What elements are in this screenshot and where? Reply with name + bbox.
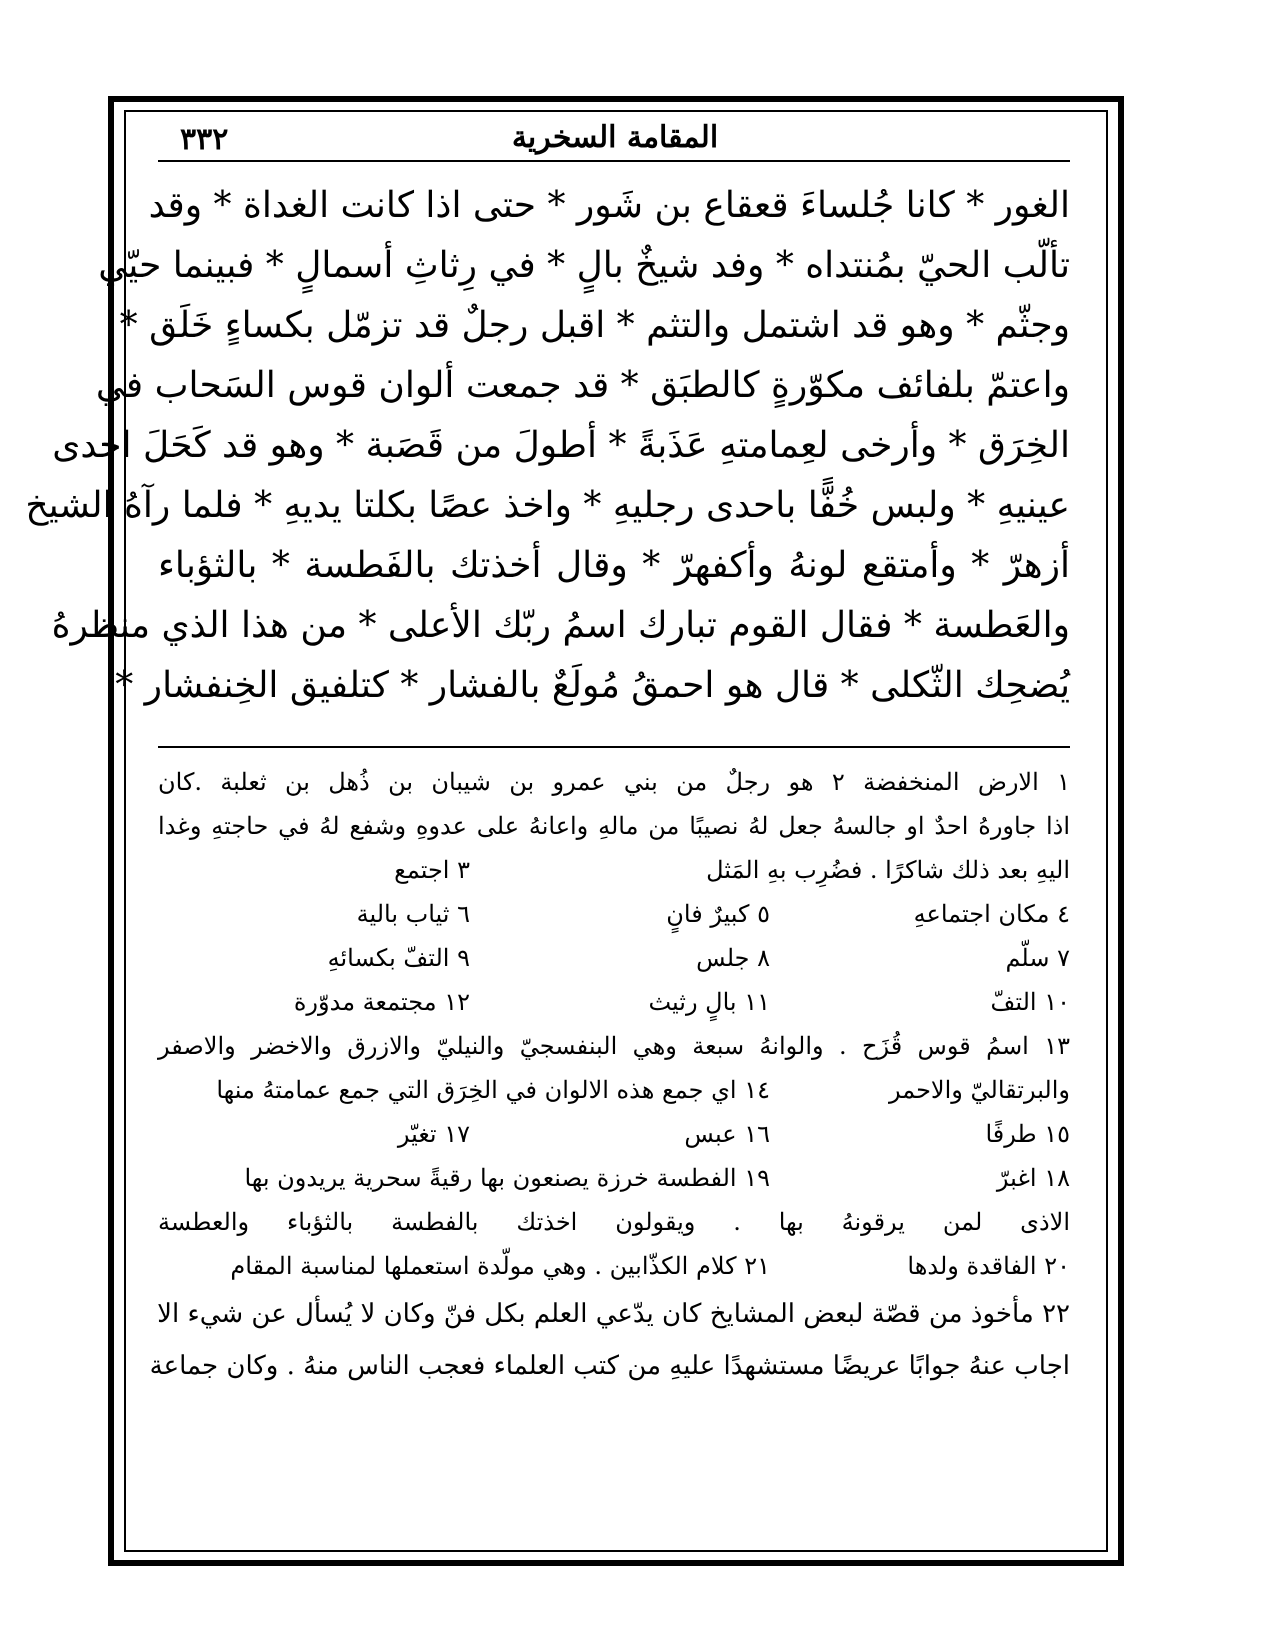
footnote-cell: ٩ التفّ بكسائهِ	[327, 944, 470, 972]
footnote-cell: ١٠ التفّ	[990, 988, 1070, 1016]
footnote-row	[158, 1156, 1070, 1200]
footnotes-block	[149, 760, 1070, 1392]
main-text-line: الخِرَق * وأرخى لعِمامتهِ عَذَبةً * أطولَ من قَصَبة * وهو قد كَحَلَ احدى	[52, 425, 1070, 466]
footnote-cell: ١٧ تغيّر	[397, 1120, 470, 1148]
main-text-line: وجثّم * وهو قد اشتمل والتثم * اقبل رجلٌ قد تزمّل بكساءٍ خَلَق *	[119, 305, 1070, 346]
footnote-cell: ٧ سلّم	[1005, 944, 1070, 972]
footnote-separator	[158, 746, 1070, 748]
footnote-row	[158, 1112, 1070, 1156]
footnote-cell: ٥ كبيرٌ فانٍ	[666, 900, 770, 928]
footnote-cell: ١٦ عبس	[684, 1120, 770, 1148]
header-rule	[158, 160, 1070, 162]
footnote-row	[158, 848, 1070, 892]
main-text-line: والعَطسة * فقال القوم تبارك اسمُ ربّك الأعلى * من هذا الذي منظرهُ	[51, 605, 1070, 646]
footnote-row: اجاب عنهُ جوابًا عريضًا مستشهدًا عليهِ من كتب العلماء فعجب الناس منهُ . وكان جماعة	[149, 1351, 1070, 1381]
footnote-cell: ١٤ اي جمع هذه الالوان في الخِرَق التي جمع عمامتهُ منها	[216, 1076, 770, 1104]
main-text-line: تألّب الحيّ بمُنتداه * وفد شيخٌ بالٍ * في رِثاثِ أسمالٍ * فبينما حيّي	[98, 245, 1070, 286]
footnote-line: الاذى لمن يرقونهُ بها . ويقولون اخذتك بالفطسة بالثؤباء والعطسة	[158, 1208, 1070, 1236]
footnote-line: ١ الارض المنخفضة ٢ هو رجلٌ من بني عمرو بن شيبان بن ذُهل بن ثعلبة .كان	[158, 768, 1070, 796]
footnote-row	[158, 1068, 1070, 1112]
footnote-cell: ٢١ كلام الكذّابين . وهي مولّدة استعملها لمناسبة المقام	[230, 1252, 770, 1280]
footnote-row	[158, 1244, 1070, 1288]
footnote-cell: ٣ اجتمع	[394, 856, 470, 884]
footnote-line: ١٣ اسمُ قوس قُزَح . والوانهُ سبعة وهي البنفسجيّ والنيليّ والازرق والاخضر والاصفر	[158, 1032, 1070, 1060]
footnote-cell: اليهِ بعد ذلك شاكرًا . فضُرِب بهِ المَثل	[706, 856, 1070, 884]
main-text-line: يُضحِك الثّكلى * قال هو احمقُ مُولَعٌ بالفشار * كتلفيق الخِنفشار *	[115, 665, 1070, 706]
page-number: ٣٣٢	[180, 122, 229, 157]
footnote-row	[158, 980, 1070, 1024]
footnote-cell: ١٩ الفطسة خرزة يصنعون بها رقيةً سحرية يريدون بها	[244, 1164, 770, 1192]
footnote-cell: ١٥ طرفًا	[985, 1120, 1070, 1148]
main-text-line: عينيهِ * ولبس خُفًّا باحدى رجليهِ * واخذ عصًا بكلتا يديهِ * فلما رآهُ الشيخ	[25, 485, 1070, 526]
footnote-cell: ١٨ اغبرّ	[996, 1164, 1070, 1192]
footnote-row: ٢٢ مأخوذ من قصّة لبعض المشايخ كان يدّعي العلم بكل فنّ وكان لا يُسأل عن شيء الا	[157, 1299, 1070, 1329]
footnote-cell: ٦ ثياب بالية	[356, 900, 470, 928]
footnote-row	[158, 892, 1070, 936]
main-text-line: أزهرّ * وأمتقع لونهُ وأكفهرّ * وقال أخذتك بالفَطسة * بالثؤباء	[158, 545, 1070, 586]
footnote-cell: والبرتقاليّ والاحمر	[888, 1076, 1070, 1104]
main-text-line: الغور * كانا جُلساءَ قعقاع بن شَور * حتى اذا كانت الغداة * وقد	[148, 185, 1070, 226]
main-text-line: واعتمّ بلفائف مكوّرةٍ كالطبَق * قد جمعت ألوان قوس السَحاب في	[95, 365, 1070, 406]
footnote-cell: ١٢ مجتمعة مدوّرة	[293, 988, 470, 1016]
page-header	[160, 118, 1070, 158]
running-title: المقامة السخرية	[511, 120, 719, 155]
footnote-cell: ٤ مكان اجتماعهِ	[913, 900, 1070, 928]
footnote-row	[158, 936, 1070, 980]
main-text-block	[25, 176, 1070, 716]
footnote-cell: ٨ جلس	[696, 944, 770, 972]
footnote-line: اذا جاورهُ احدٌ او جالسهُ جعل لهُ نصيبًا من مالهِ واعانهُ على عدوهِ وشفع لهُ في حاجتهِ وغدا	[158, 812, 1070, 840]
footnote-cell: ٢٠ الفاقدة ولدها	[907, 1252, 1070, 1280]
footnote-cell: ١١ بالٍ رثيث	[648, 988, 770, 1016]
